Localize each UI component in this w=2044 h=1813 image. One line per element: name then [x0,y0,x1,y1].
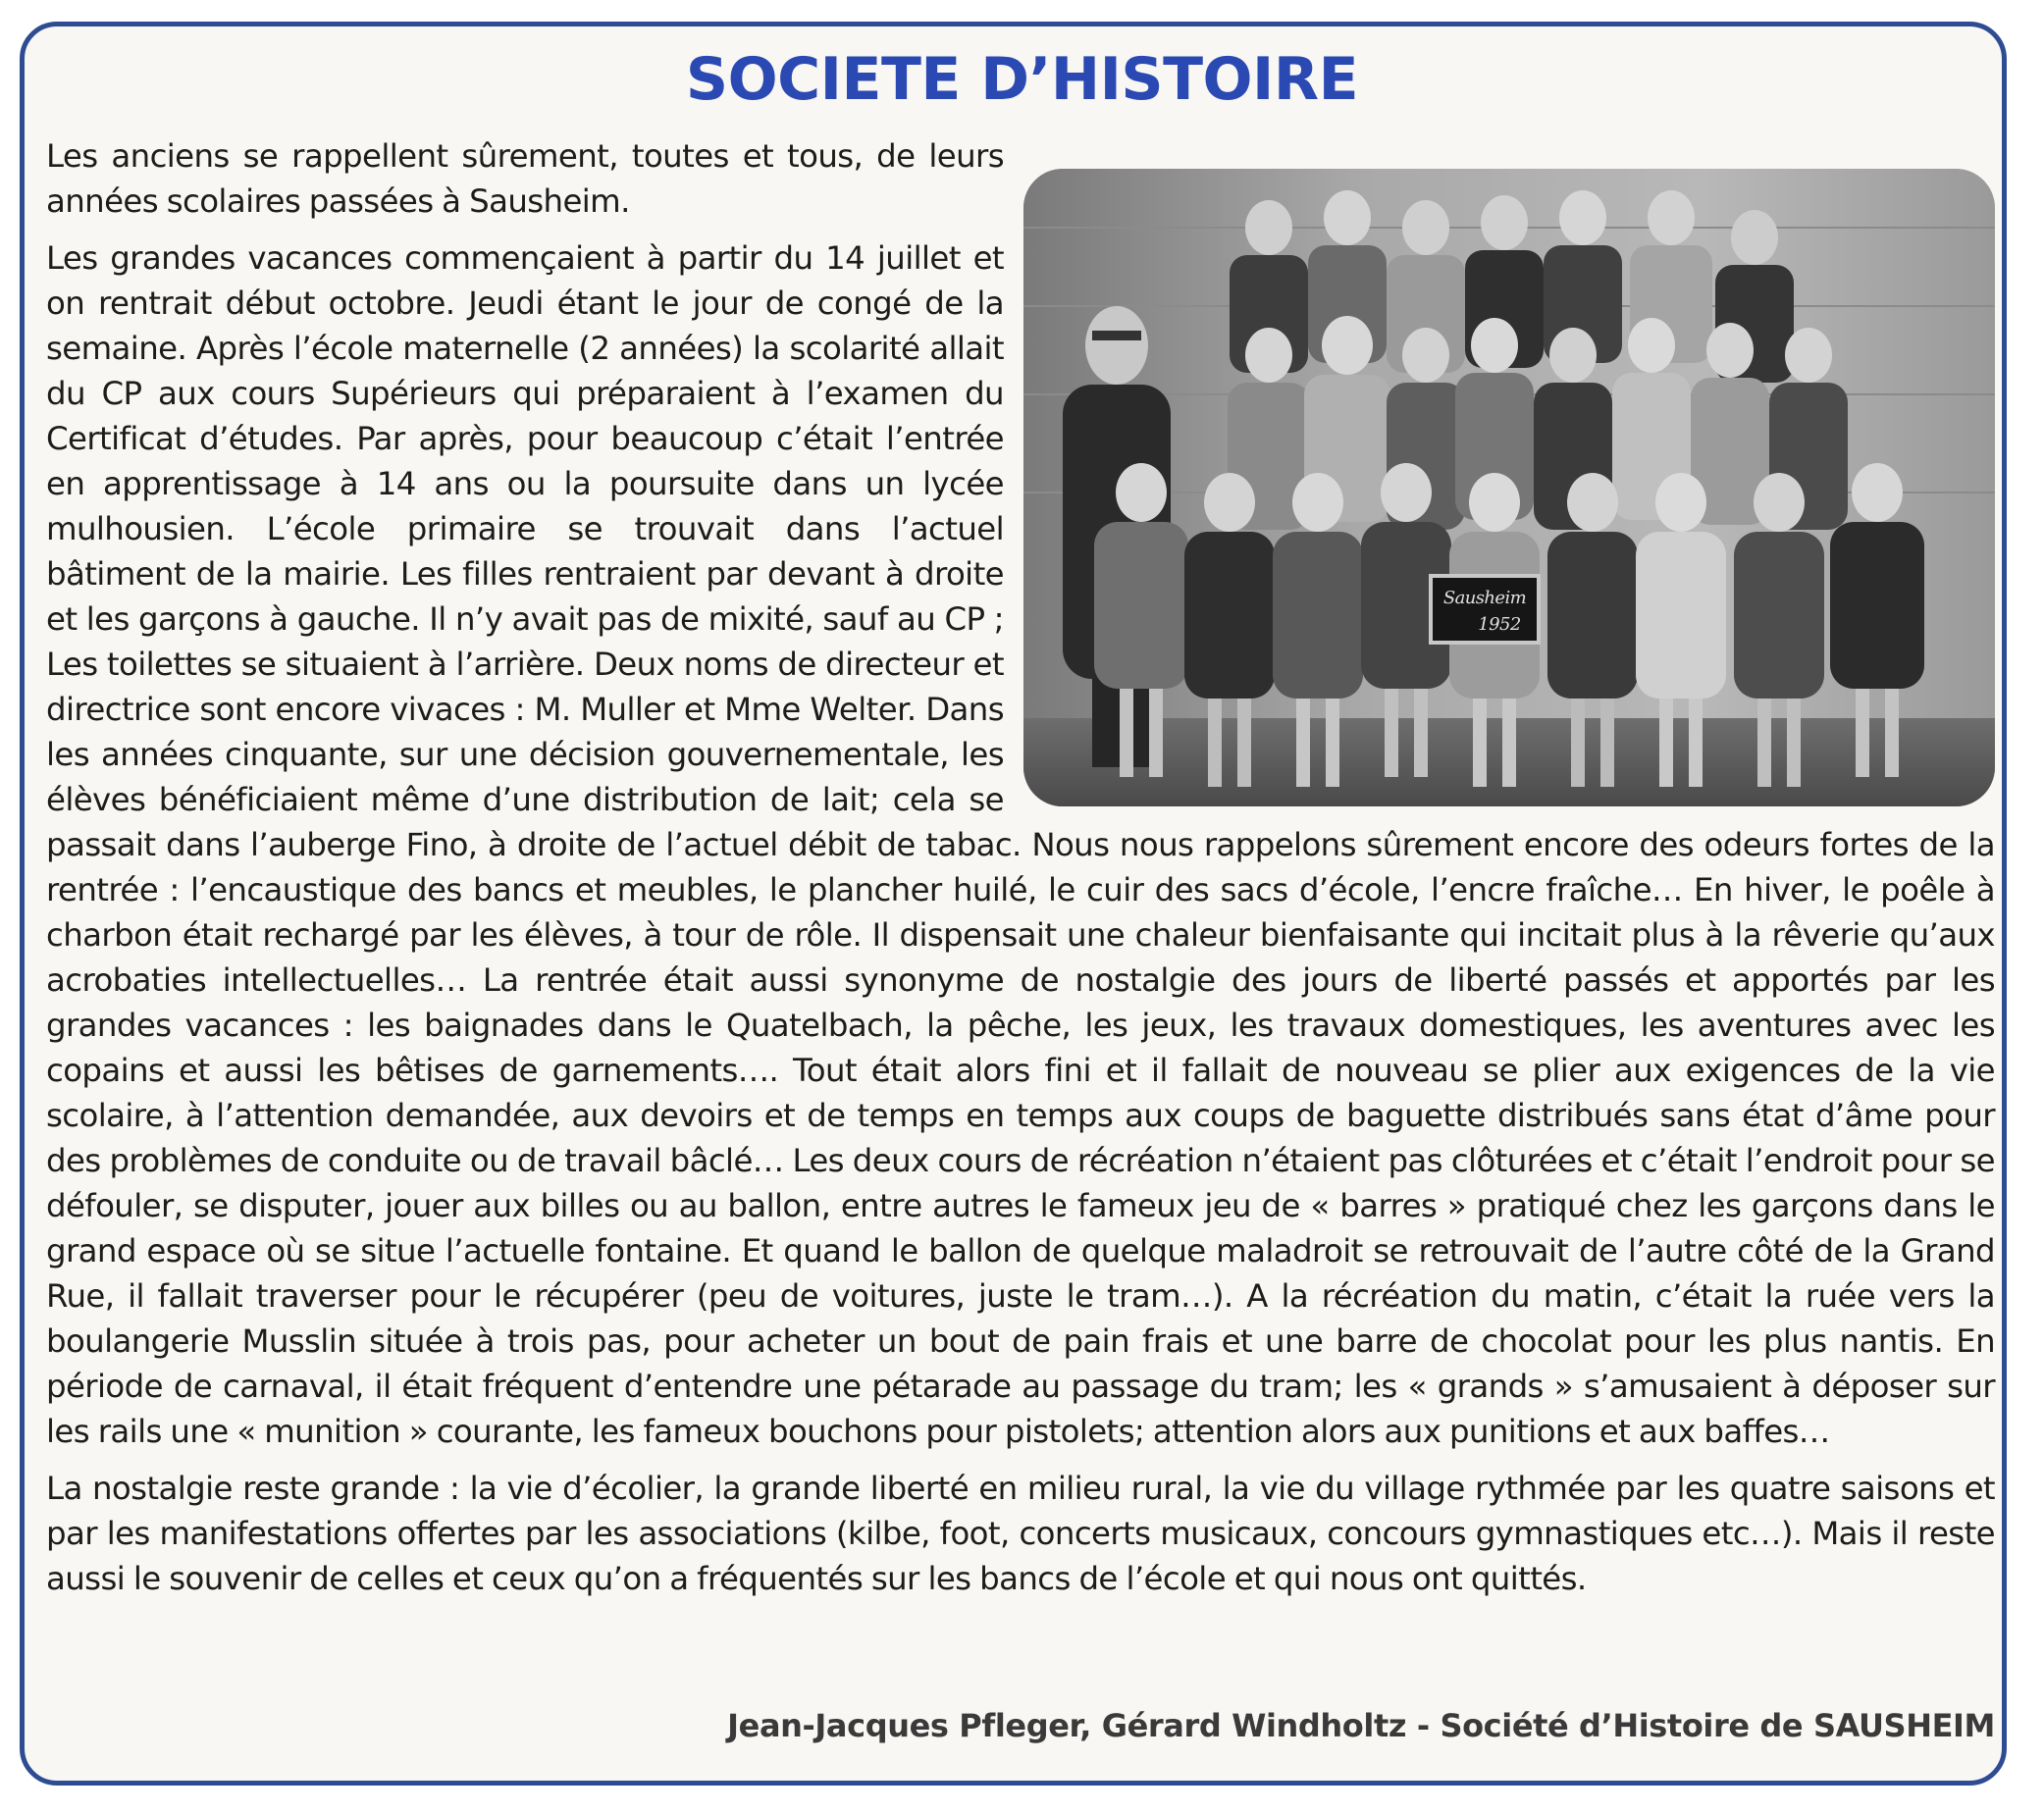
paragraph-main: Les grandes vacances commençaient à partir du 14 juillet et on rentrait début octobre. Jeudi étant le jour de congé de la semaine. Après l’école maternelle (2 années) la scolarité allait du CP aux cours Supérieurs qui préparaient à l’examen du Certificat d’études. Par après, pour beaucoup c’était l’entrée en apprentissage à 14 ans ou la poursuite dans un lycée mulhousien. L’école primaire se trouvait dans l’actuel bâtiment de la mairie. Les filles rentraient par devant à droite et les garçons à gauche. Il n’y avait pas de mixité, sauf au CP ; Les toilettes se situaient à l’arrière. Deux noms de directeur et directrice sont encore vivaces : M. Muller et Mme Welter. Dans les années cinquante, sur une décision gouvernementale, les élèves bénéficiaient même d’une distribution de lait; cela se passait dans l’auberge Fino, à droite de l’actuel débit de tabac. Nous nous rappelons sûrement encore des odeurs fortes de la rentrée : l’encaustique des bancs et meubles, le plancher huilé, le cuir des sacs d’école, l’encre fraîche… En hiver, le poêle à charbon était rechargé par les élèves, à tour de rôle. Il dispensait une chaleur bienfaisante qui incitait plus à la rêverie qu’aux acrobaties intellectuelles… La rentrée était aussi synonyme de nostalgie des jours de liberté passés et apportés par les grandes vacances : les baignades dans le Quatelbach, la pêche, les jeux, les travaux domestiques, les aventures avec les copains et aussi les bêtises de garnements…. Tout était alors fini et il fallait de nouveau se plier aux exigences de la vie scolaire, à l’attention demandée, aux devoirs et de temps en temps aux coups de baguette distribués sans état d’âme pour des problèmes de conduite ou de travail bâclé… Les deux cours de récréation n’étaient pas clôturées et c’était l’endroit pour se défouler, se disputer, jouer aux billes ou au ballon, entre autres le fameux jeu de « barres » pratiqué chez les garçons dans le grand espace où se situe l’actuelle fontaine. Et quand le ballon de quelque maladroit se retrouvait de l’autre côté de la Grand Rue, il fallait traverser pour le récupérer (peu de voitures, juste le tram…). A la récréation du matin, c’était la ruée vers la boulangerie Musslin située à trois pas, pour acheter un bout de pain frais et une barre de chocolat pour les plus nantis. En période de carnaval, il était fréquent d’entendre une pétarade au passage du tram; les « grands » s’amusaient à déposer sur les rails une « munition » courante, les fameux bouchons pour pistolets; attention alors aux punitions et aux baffes… [46,239,1995,1450]
paragraph-intro: Les anciens se rappellent sûrement, toutes et tous, de leurs années scolaires passées à Sausheim. [46,137,1004,220]
slate-text-line2: 1952 [1478,614,1521,635]
slate-text-line1: Sausheim [1442,588,1527,608]
article-signature: Jean-Jacques Pfleger, Gérard Windholtz - Société d’Histoire de SAUSHEIM [727,1707,1995,1744]
article-body [46,133,1995,1613]
paragraph-conclusion: La nostalgie reste grande : la vie d’écolier, la grande liberté en milieu rural, la vie du village rythmée par les quatre saisons et par les manifestations offertes par les associations (kilbe, foot, concerts musicaux, concours gymnastiques etc…). Mais il reste aussi le souvenir de celles et ceux qu’on a fréquentés sur les bancs de l’école et qui nous ont quittés. [46,1470,1995,1597]
class-photo [1023,169,1995,806]
article-title: SOCIETE D’HISTOIRE [685,45,1359,114]
slate [1431,576,1539,643]
